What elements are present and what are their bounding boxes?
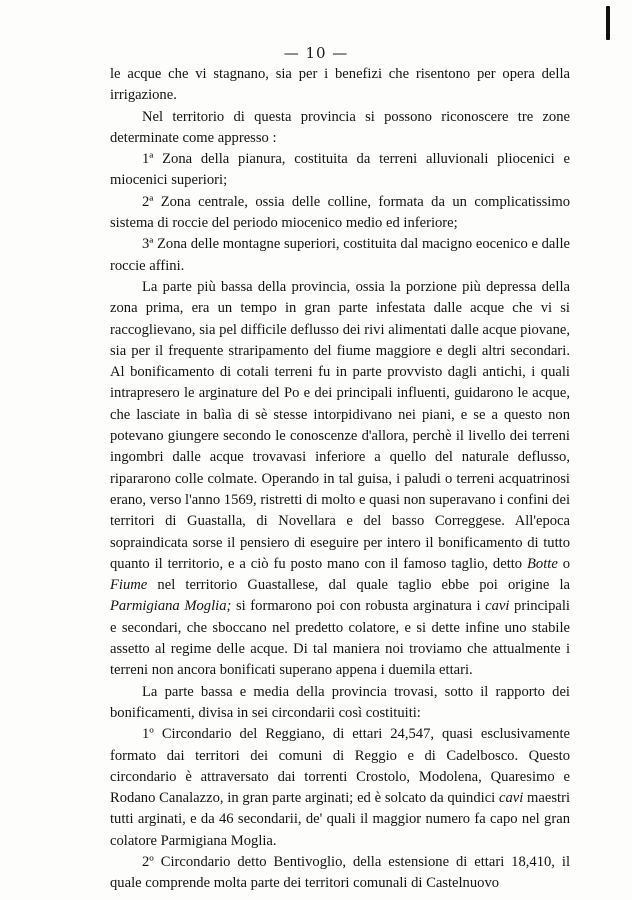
term-cavi-2: cavi — [498, 790, 524, 807]
fragment-after-fiume: nel territorio Guastallese, dal quale taglio ebbe poi origine la — [147, 577, 570, 594]
page-number: — 10 — — [283, 44, 349, 62]
paragraph-history-start: La parte più bassa della provincia, ossia la porzione più depressa della zona prima, era un tempo in gran parte infestata dalle acque che vi si raccoglievano, sia pel difficile deflusso dei rivi alimentati dalle acque piovane, sia per il frequente straripamento del fiume maggiore e degli altri secondari. Al bonificamento di cotali terreni fu in parte provvisto dagli antichi, i quali intrapresero le arginature del Po e dei principali influenti, guidarono le acque, che lasciate in balìa di sè stesse intorpidivano nei piani, e se a questo non potevano giungere secondo le conoscenze d'allora, perchè il livello dei terreni ingombri dalle acque trovavasi inferiore a quello del naturale deflusso, ripararono colle colmate. Operando in tal guisa, i paludi o terreni acquatrinosi erano, verso l'anno 1569, ristretti di molto e quasi non superavano i confini dei territori di Guastalla, di Novellara e del basso Correggese. All'epoca sopraindicata sorse il pensiero di eseguire per intero il bonificamento di tutto quanto il territorio, e a ciò fu posto mano con il famoso taglio, detto — [110, 278, 570, 572]
fragment-history-end: principali e secondari, che sboccano nel predetto colatore, e si dette infine uno stabile assetto al regime delle acque. Di tal maniera noi troviamo che attualmente i terreni non ancora bonificati superano appena i duemila ettari. — [110, 598, 570, 679]
circondario-1-start: 1º Circondario del Reggiano, di ettari 24,547, quasi esclusivamente formato dai territori dei comuni di Reggio e di Cadelbosco. Questo circondario è attraversato dai torrenti Crostolo, Modolena, Quaresimo e Rodano Canalazzo, in gran parte arginati; ed è solcato da quindici — [110, 726, 570, 807]
term-botte: Botte — [527, 555, 558, 572]
circondario-1-end: maestri tutti arginati, e da 46 secondarii, de' quali il maggior numero fa capo nel gran colatore Parmigiana Moglia. — [110, 790, 570, 849]
scan-edge-mark — [606, 6, 610, 40]
paragraph-circondario-1 — [110, 724, 570, 852]
term-cavi: cavi — [485, 598, 510, 615]
paragraph-2: Nel territorio di questa provincia si possono riconoscere tre zone determinate come appresso : — [110, 108, 570, 146]
term-parmigiana-moglia: Parmigiana Moglia; — [110, 598, 232, 615]
paragraph-circondarii: La parte bassa e media della provincia trovasi, sotto il rapporto dei bonificamenti, divisa in sei circondarii così costituiti: — [110, 683, 570, 721]
paragraph-circondario-2: 2º Circondario detto Bentivoglio, della estensione di ettari 18,410, il quale comprende molta parte dei territori comunali di Castelnuovo — [110, 853, 570, 892]
paragraph-zone-2: 2ª Zona centrale, ossia delle colline, formata da un complicatissimo sistema di roccie del periodo miocenico medio ed inferiore; — [110, 193, 570, 232]
paragraph-history — [110, 277, 570, 682]
fragment-o: o — [557, 555, 570, 572]
paragraph-zone-3: 3ª Zona delle montagne superiori, costituita dal macigno eocenico e dalle roccie affini. — [110, 236, 570, 274]
term-fiume: Fiume — [110, 577, 148, 594]
body-text — [110, 64, 570, 895]
fragment-after-moglia: si formarono poi con robusta arginatura i — [231, 598, 486, 615]
paragraph-1: le acque che vi stagnano, sia per i benefizi che risentono per opera della irrigazione. — [110, 66, 570, 104]
paragraph-zone-1: 1ª Zona della pianura, costituita da terreni alluvionali pliocenici e miocenici superiori; — [110, 151, 570, 189]
bottom-margin — [0, 860, 632, 900]
